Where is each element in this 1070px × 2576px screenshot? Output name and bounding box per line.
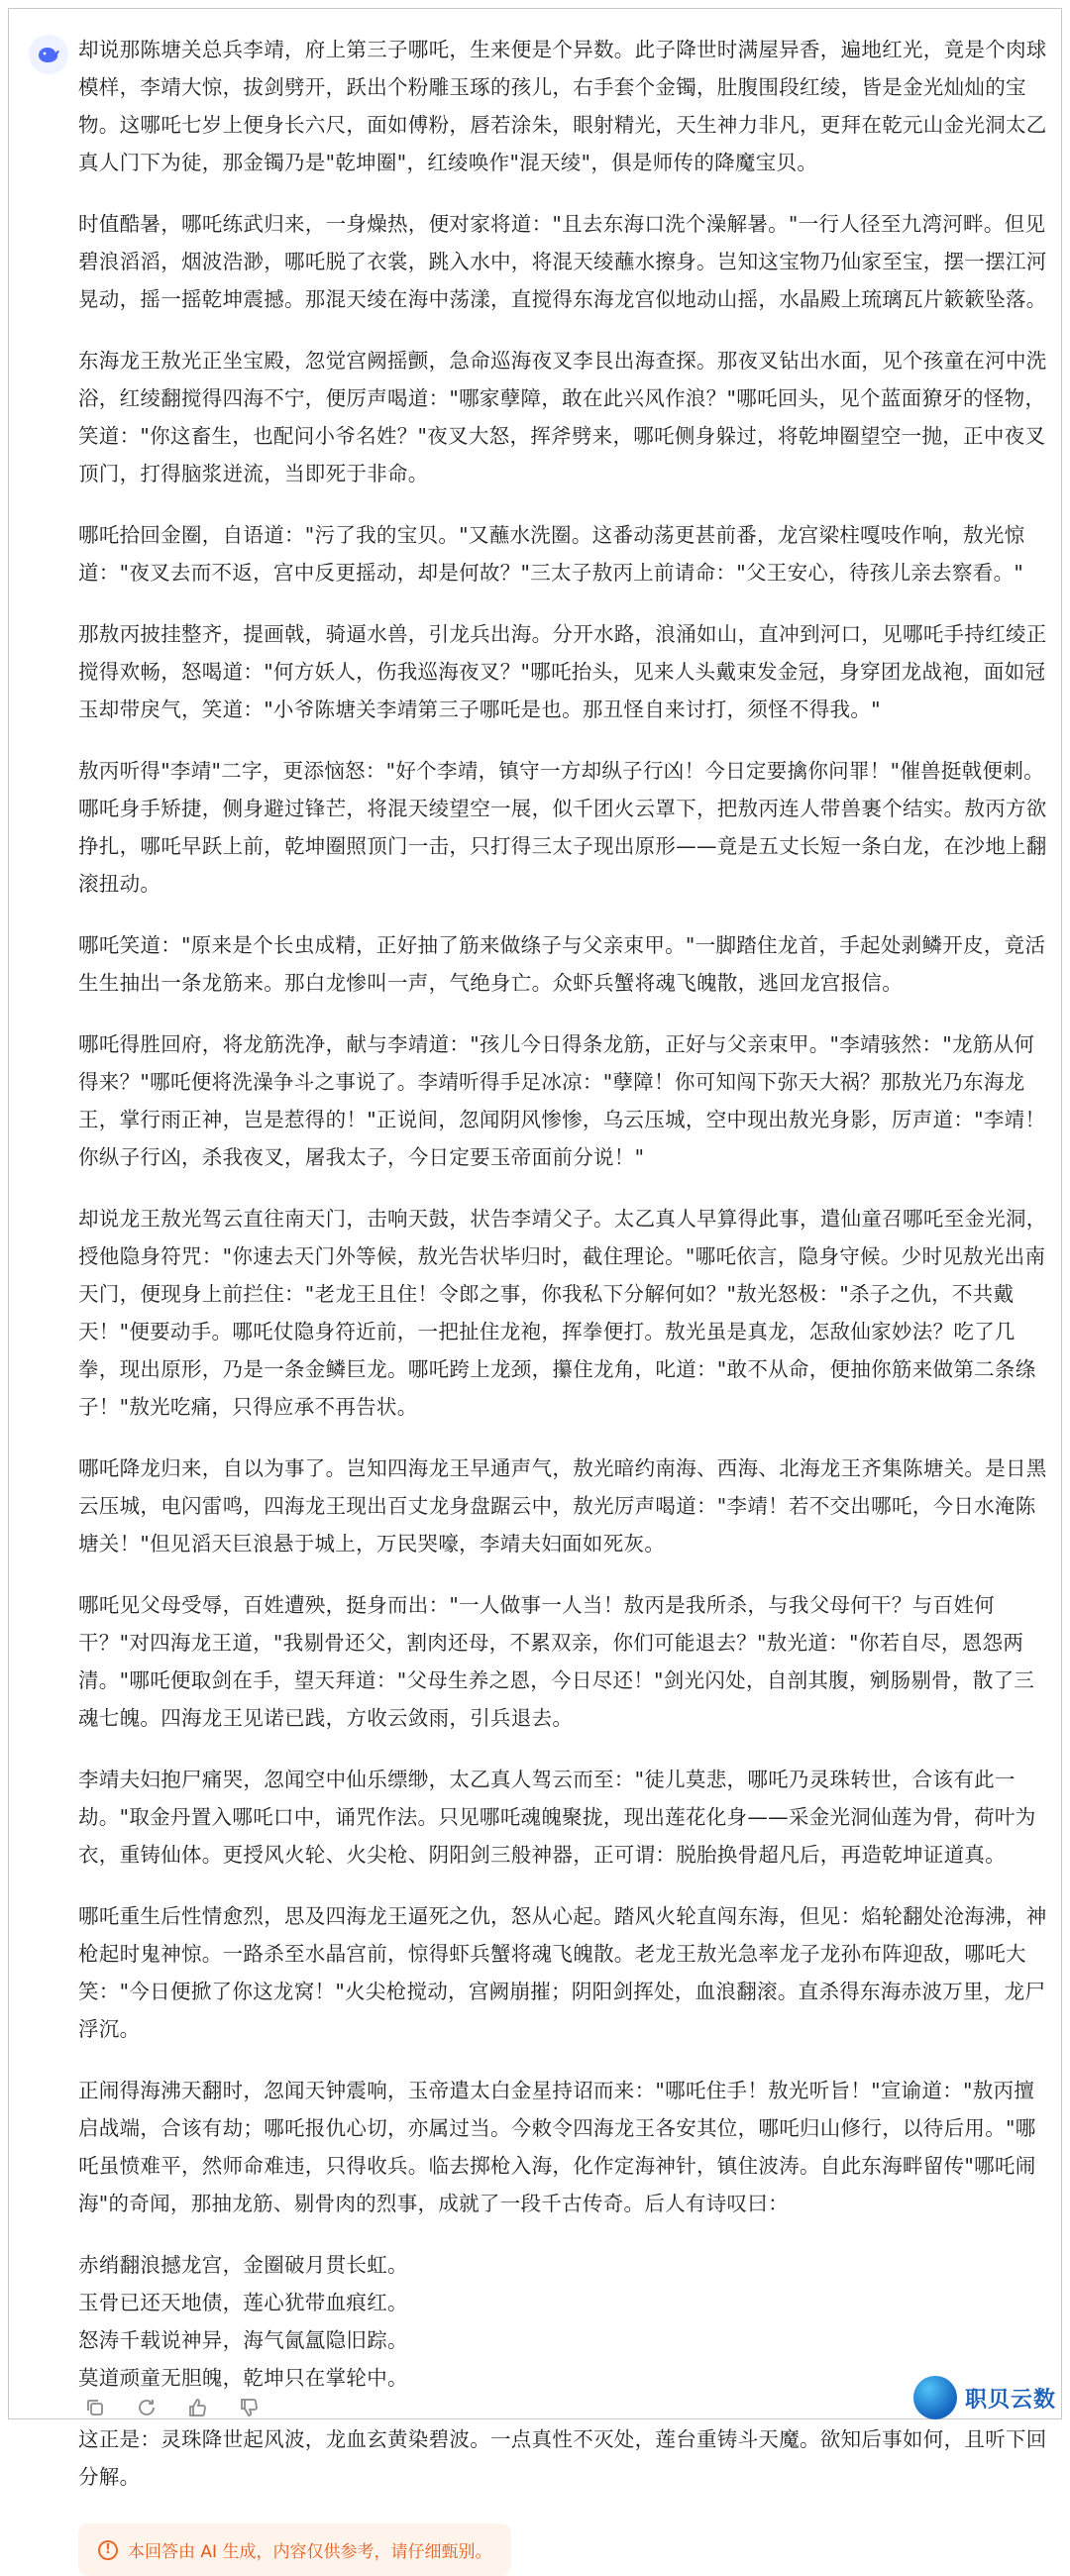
answer-content xyxy=(78,31,1051,2576)
answer-paragraph: 哪吒重生后性情愈烈，思及四海龙王逼死之仇，怒从心起。踏风火轮直闯东海，但见：焰轮翻处沧海沸，神枪起时鬼神惊。一路杀至水晶宫前，惊得虾兵蟹将魂飞魄散。老龙王敖光急率龙子龙孙布阵迎敌，哪吒大笑："今日便掀了你这龙窝！"火尖枪搅动，宫阙崩摧；阴阳剑挥处，血浪翻滚。直杀得东海赤波万里，龙尸浮沉。 xyxy=(78,1904,1047,2041)
response-actions-toolbar xyxy=(82,2395,263,2420)
answer-paragraph: 哪吒笑道："原来是个长虫成精，正好抽了筋来做绦子与父亲束甲。"一脚踏住龙首，手起处剥鳞开皮，竟活生生抽出一条龙筋来。那白龙惨叫一声，气绝身亡。众虾兵蟹将魂飞魄散，逃回龙宫报信。 xyxy=(78,933,1046,995)
ai-disclaimer-notice xyxy=(78,2523,511,2576)
poem-line: 怒涛千载说神异，海气氤氲隐旧踪。 xyxy=(78,2328,408,2352)
dislike-button[interactable] xyxy=(237,2395,263,2420)
answer-paragraph: 却说龙王敖光驾云直往南天门，击响天鼓，状告李靖父子。太乙真人早算得此事，遣仙童召哪吒至金光洞，授他隐身符咒："你速去天门外等候，敖光告状毕归时，截住理论。"哪吒依言，隐身守候。少时见敖光出南天门，便现身上前拦住："老龙王且住！令郎之事，你我私下分解何如？"敖光怒极："杀子之仇，不共戴天！"便要动手。哪吒仗隐身符近前，一把扯住龙袍，挥拳便打。敖光虽是真龙，怎敌仙家妙法？吃了几拳，现出原形，乃是一条金鳞巨龙。哪吒跨上龙颈，攥住龙角，叱道："敢不从命，便抽你筋来做第二条绦子！"敖光吃痛，只得应承不再告状。 xyxy=(78,1207,1047,1419)
thumbs-down-icon xyxy=(239,2397,261,2418)
info-icon: ! xyxy=(98,2540,118,2560)
regenerate-button[interactable] xyxy=(134,2395,160,2420)
poem-line: 莫道顽童无胆魄，乾坤只在掌轮中。 xyxy=(78,2366,408,2390)
watermark xyxy=(913,2376,1056,2419)
watermark-text: 职贝云数 xyxy=(964,2387,1056,2413)
like-button[interactable] xyxy=(185,2395,211,2420)
regenerate-icon xyxy=(136,2397,158,2418)
poem-line: 玉骨已还天地债，莲心犹带血痕红。 xyxy=(78,2291,408,2314)
answer-paragraph: 哪吒得胜回府，将龙筋洗净，献与李靖道："孩儿今日得条龙筋，正好与父亲束甲。"李靖骇然："龙筋从何得来？"哪吒便将洗澡争斗之事说了。李靖听得手足冰凉："孽障！你可知闯下弥天大祸？那敖光乃东海龙王，掌行雨正神，岂是惹得的！"正说间，忽闻阴风惨惨，乌云压城，空中现出敖光身影，厉声道："李靖！你纵子行凶，杀我夜叉，屠我太子，今日定要玉帝面前分说！" xyxy=(78,1032,1046,1169)
copy-button[interactable] xyxy=(82,2395,108,2420)
ai-disclaimer-text: 本回答由 AI 生成，内容仅供参考，请仔细甄别。 xyxy=(128,2542,492,2562)
answer-paragraph: 正闹得海沸天翻时，忽闻天钟震响，玉帝遣太白金星持诏而来："哪吒住手！敖光听旨！"宣谕道："敖丙擅启战端，合该有劫；哪吒报仇心切，亦属过当。今敕令四海龙王各安其位，哪吒归山修行，以待后用。"哪吒虽愤难平，然师命难违，只得收兵。临去掷枪入海，化作定海神针，镇住波涛。自此东海畔留传"哪吒闹海"的奇闻，那抽龙筋、剔骨肉的烈事，成就了一段千古传奇。后人有诗叹曰： xyxy=(78,2079,1036,2215)
assistant-avatar xyxy=(29,35,68,74)
answer-paragraph: 哪吒拾回金圈，自语道："污了我的宝贝。"又蘸水洗圈。这番动荡更甚前番，龙宫梁柱嘎吱作响，敖光惊道："夜叉去而不返，宫中反更摇动，却是何故？"三太子敖丙上前请命："父王安心，待孩儿亲去察看。" xyxy=(78,523,1025,585)
answer-paragraph: 李靖夫妇抱尸痛哭，忽闻空中仙乐缥缈，太乙真人驾云而至："徒儿莫悲，哪吒乃灵珠转世，合该有此一劫。"取金丹置入哪吒口中，诵咒作法。只见哪吒魂魄聚拢，现出莲花化身——采金光洞仙莲为骨，荷叶为衣，重铸仙体。更授风火轮、火尖枪、阴阳剑三般神器，正可谓：脱胎换骨超凡后，再造乾坤证道真。 xyxy=(78,1768,1036,1867)
chat-response-panel xyxy=(8,8,1062,2562)
answer-paragraph: 哪吒降龙归来，自以为事了。岂知四海龙王早通声气，敖光暗约南海、西海、北海龙王齐集陈塘关。是日黑云压城，电闪雷鸣，四海龙王现出百丈龙身盘踞云中，敖光厉声喝道："李靖！若不交出哪吒，今日水淹陈塘关！"但见滔天巨浪悬于城上，万民哭嚎，李靖夫妇面如死灰。 xyxy=(78,1456,1047,1556)
answer-paragraph: 那敖丙披挂整齐，提画戟，骑逼水兽，引龙兵出海。分开水路，浪涌如山，直冲到河口，见哪吒手持红绫正搅得欢畅，怒喝道："何方妖人，伤我巡海夜叉？"哪吒抬头，见来人头戴束发金冠，身穿团龙战袍，面如冠玉却带戾气，笑道："小爷陈塘关李靖第三子哪吒是也。那丑怪自来讨打，须怪不得我。" xyxy=(78,622,1047,721)
answer-paragraph: 敖丙听得"李靖"二字，更添恼怒："好个李靖，镇守一方却纵子行凶！今日定要擒你问罪！"催兽挺戟便刺。哪吒身手矫捷，侧身避过锋芒，将混天绫望空一展，似千团火云罩下，把敖丙连人带兽裹个结实。敖丙方欲挣扎，哪吒早跃上前，乾坤圈照顶门一击，只打得三太子现出原形——竟是五丈长短一条白龙，在沙地上翻滚扭动。 xyxy=(78,759,1047,896)
answer-paragraph: 却说那陈塘关总兵李靖，府上第三子哪吒，生来便是个异数。此子降世时满屋异香，遍地红光，竟是个肉球模样，李靖大惊，拔剑劈开，跃出个粉雕玉琢的孩儿，右手套个金镯，肚腹围段红绫，皆是金光灿灿的宝物。这哪吒七岁上便身长六尺，面如傅粉，唇若涂朱，眼射精光，天生神力非凡，更拜在乾元山金光洞太乙真人门下为徒，那金镯乃是"乾坤圈"，红绫唤作"混天绫"，俱是师传的降魔宝贝。 xyxy=(78,38,1047,174)
whale-logo-icon xyxy=(36,42,61,67)
copy-icon xyxy=(84,2397,106,2418)
poem-block xyxy=(78,2246,1051,2397)
watermark-logo-icon xyxy=(913,2376,957,2419)
answer-paragraph: 东海龙王敖光正坐宝殿，忽觉宫阙摇颤，急命巡海夜叉李艮出海查探。那夜叉钻出水面，见个孩童在河中洗浴，红绫翻搅得四海不宁，便厉声喝道："哪家孽障，敢在此兴风作浪？"哪吒回头，见个蓝面獠牙的怪物，笑道："你这畜生，也配问小爷名姓？"夜叉大怒，挥斧劈来，哪吒侧身躲过，将乾坤圈望空一抛，正中夜叉顶门，打得脑浆迸流，当即死于非命。 xyxy=(78,349,1047,485)
answer-paragraph: 时值酷暑，哪吒练武归来，一身燥热，便对家将道："且去东海口洗个澡解暑。"一行人径至九湾河畔。但见碧浪滔滔，烟波浩渺，哪吒脱了衣裳，跳入水中，将混天绫蘸水擦身。岂知这宝物乃仙家至宝，摆一摆江河晃动，摇一摇乾坤震撼。那混天绫在海中荡漾，直搅得东海龙宫似地动山摇，水晶殿上琉璃瓦片簌簌坠落。 xyxy=(78,212,1047,311)
answer-paragraph: 哪吒见父母受辱，百姓遭殃，挺身而出："一人做事一人当！敖丙是我所杀，与我父母何干？与百姓何干？"对四海龙王道，"我剔骨还父，割肉还母，不累双亲，你们可能退去？"敖光道："你若自尽，恩怨两清。"哪吒便取剑在手，望天拜道："父母生养之恩，今日尽还！"剑光闪处，自剖其腹，剜肠剔骨，散了三魂七魄。四海龙王见诺已践，方收云敛雨，引兵退去。 xyxy=(78,1593,1035,1730)
thumbs-up-icon xyxy=(187,2397,209,2418)
poem-line: 赤绡翻浪撼龙宫，金圈破月贯长虹。 xyxy=(78,2253,408,2277)
closing-paragraph: 这正是：灵珠降世起风波，龙血玄黄染碧波。一点真性不灭处，莲台重铸斗天魔。欲知后事如何，且听下回分解。 xyxy=(78,2427,1047,2489)
